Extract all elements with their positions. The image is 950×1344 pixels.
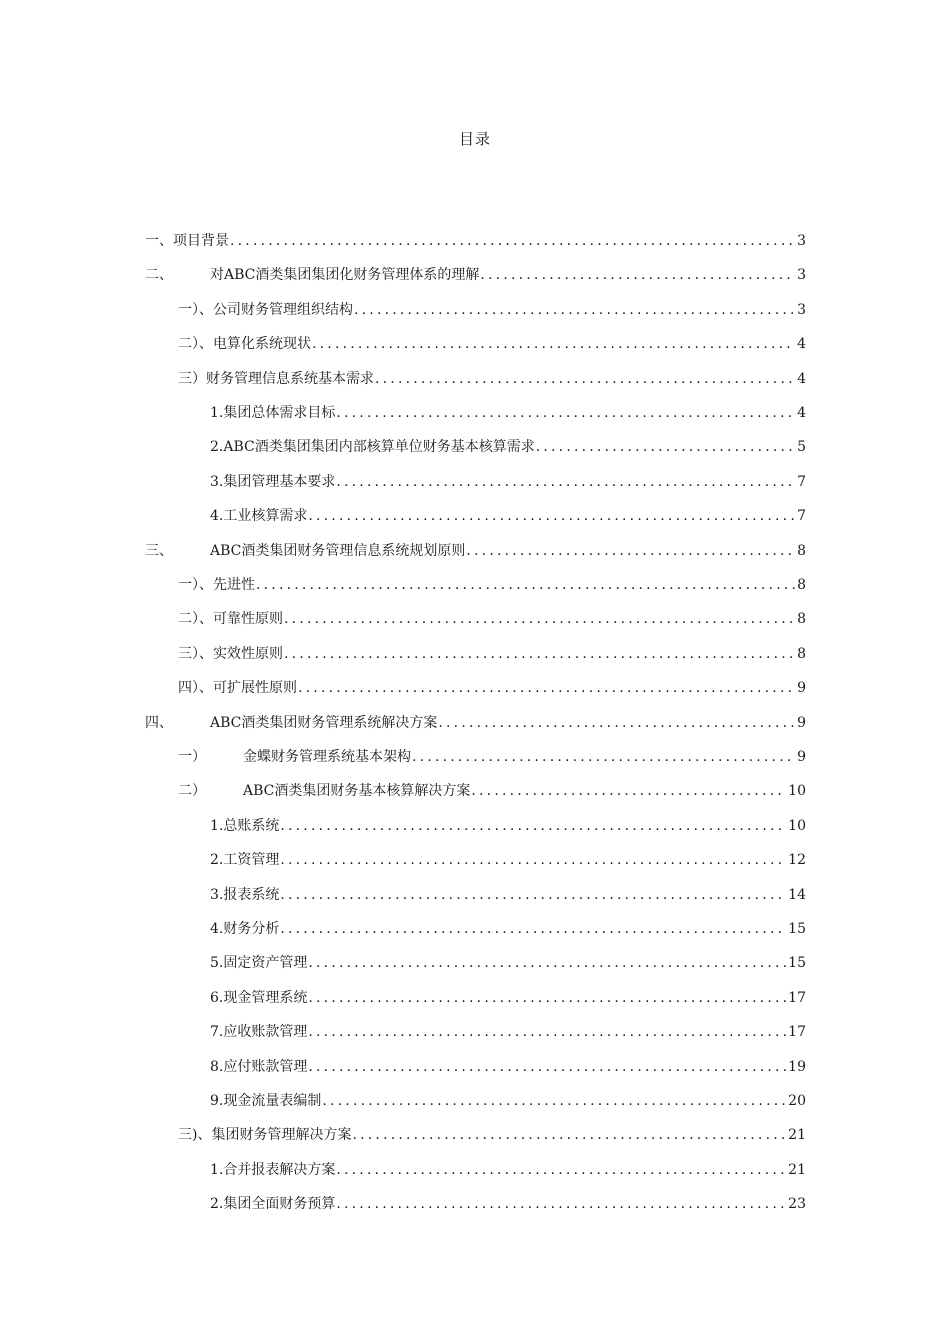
toc-leader-dots [280,918,786,940]
toc-entry-title: 集团总体需求目标 [223,405,336,421]
toc-leader-dots [375,368,795,390]
toc-entry-number: 三)、 [178,1127,212,1144]
toc-leader-dots [336,1159,786,1181]
toc-entry-page: 9 [797,749,806,765]
toc-entry[interactable] [210,849,806,871]
toc-entry-title: ABC酒类集团财务管理信息系统规划原则 [210,542,466,559]
toc-entry-number: 四）、 [178,680,213,697]
toc-entry[interactable] [210,436,806,458]
toc-leader-dots [280,884,786,906]
toc-entry[interactable] [145,712,806,734]
toc-entry-title: 电算化系统现状 [213,336,311,353]
toc-entry-number: 一、 [145,233,173,249]
toc-entry-number: 2. [210,439,224,456]
toc-entry-page: 7 [797,473,806,490]
toc-entry-page: 8 [797,645,806,662]
toc-entry-page: 9 [797,680,806,697]
toc-leader-dots [536,436,795,458]
toc-entry-title: 现金流量表编制 [223,1093,322,1109]
toc-entry-page: 8 [797,611,806,628]
toc-leader-dots [466,540,795,562]
toc-entry-title: 总账系统 [223,817,280,834]
toc-entry[interactable] [210,952,806,974]
toc-entry-number: 二、 [145,267,173,284]
toc-entry-title: 工资管理 [223,852,280,869]
toc-entry[interactable] [210,815,806,837]
toc-entry[interactable] [178,333,806,355]
toc-entry-title: ABC酒类集团财务基本核算解决方案 [243,783,471,800]
toc-leader-dots [280,849,786,871]
toc-entry-number: 9. [210,1093,224,1109]
toc-leader-dots [308,505,795,527]
toc-entry-title: 财务管理信息系统基本需求 [206,370,374,387]
toc-entry-title: 报表系统 [223,886,280,903]
toc-entry-page: 17 [788,1024,806,1041]
toc-entry[interactable] [145,540,806,562]
toc-entry-page: 20 [788,1093,806,1109]
toc-entry[interactable] [210,505,806,527]
toc-entry-title: 财务分析 [223,921,280,937]
toc-entry-title: 集团全面财务预算 [223,1196,336,1213]
toc-entry-page: 3 [797,267,806,284]
toc-entry-number: 三、 [145,542,173,559]
toc-entry-page: 8 [797,577,806,593]
toc-leader-dots [480,264,795,286]
toc-entry-title: 项目背景 [173,233,229,249]
toc-entry[interactable] [178,746,806,768]
toc-entry[interactable] [178,574,806,596]
toc-entry-title: 集团管理基本要求 [223,473,336,490]
toc-entry-title: 公司财务管理组织结构 [213,301,353,318]
toc-entry-page: 9 [797,714,806,731]
toc-entry[interactable] [210,987,806,1009]
toc-entry[interactable] [178,368,806,390]
toc-leader-dots [336,1193,786,1215]
toc-leader-dots [284,643,795,665]
toc-entry-page: 8 [797,542,806,559]
toc-entry-page: 17 [788,989,806,1006]
toc-entry-page: 10 [788,817,806,834]
toc-entry-number: 4. [210,508,224,525]
toc-entry-title: 应付账款管理 [223,1058,308,1075]
toc-entry-number: 二） [178,783,206,800]
toc-entry-page: 19 [788,1058,806,1075]
toc-entry[interactable] [145,264,806,286]
toc-entry-page: 3 [797,233,806,249]
toc-entry-title: 可靠性原则 [213,611,283,628]
toc-leader-dots [336,402,795,424]
toc-entry-title: 工业核算需求 [223,508,308,525]
toc-entry-number: 8. [210,1058,224,1075]
toc-entry-title: 现金管理系统 [223,989,308,1006]
toc-leader-dots [312,333,795,355]
toc-entry-page: 23 [788,1196,806,1213]
toc-leader-dots [256,574,795,596]
toc-entry-number: 四、 [145,714,173,731]
toc-entry-page: 4 [797,370,806,387]
toc-entry[interactable] [178,643,806,665]
toc-entry-title: ABC酒类集团集团内部核算单位财务基本核算需求 [223,439,535,456]
toc-entry-title: 金蝶财务管理系统基本架构 [243,749,411,765]
toc-entry-number: 1. [210,817,224,834]
toc-entry-number: 二）、 [178,336,213,353]
toc-leader-dots [308,1021,786,1043]
toc-entry-title: 先进性 [213,577,255,593]
toc-leader-dots [308,987,786,1009]
toc-entry-number: 7. [210,1024,224,1041]
toc-entry-page: 15 [788,955,806,972]
toc-leader-dots [308,952,786,974]
toc-entry-number: 6. [210,989,224,1006]
toc-entry-number: 二）、 [178,611,213,628]
toc-leader-dots [471,780,786,802]
toc-leader-dots [298,677,795,699]
toc-entry-title: 实效性原则 [213,645,283,662]
toc-entry-number: 4. [210,921,224,937]
toc-entry[interactable] [210,1193,806,1215]
toc-entry[interactable] [178,677,806,699]
toc-leader-dots [412,746,795,768]
toc-entry-number: 三） [178,370,206,387]
toc-entry-number: 5. [210,955,224,972]
toc-entry-page: 21 [788,1127,806,1144]
toc-entry-title: 可扩展性原则 [213,680,297,697]
toc-entry[interactable] [178,608,806,630]
toc-entry-page: 3 [797,301,806,318]
toc-entry-title: ABC酒类集团财务管理系统解决方案 [210,714,438,731]
toc-entry[interactable] [210,402,806,424]
toc-entry[interactable] [178,1124,806,1146]
toc-entry[interactable] [210,918,806,940]
toc-leader-dots [438,712,795,734]
toc-entry[interactable] [210,1159,806,1181]
toc-entry-number: 2. [210,1196,224,1213]
toc-entry-number: 三）、 [178,645,213,662]
toc-entry-page: 7 [797,508,806,525]
toc-entry-page: 15 [788,921,806,937]
toc-entry-number: 一） [178,749,206,765]
toc-entry-title: 对ABC酒类集团集团化财务管理体系的理解 [210,267,480,284]
page-title: 目录 [458,130,491,148]
toc-entry[interactable] [210,1090,806,1112]
toc-entry-page: 4 [797,405,806,421]
toc-entry-number: 1. [210,405,224,421]
toc-entry-title: 合并报表解决方案 [223,1161,336,1178]
toc-entry-page: 4 [797,336,806,353]
toc-entry-number: 3. [210,473,224,490]
toc-entry-page: 14 [788,886,806,903]
toc-leader-dots [280,815,786,837]
toc-entry-number: 一）、 [178,301,213,318]
toc-entry-title: 固定资产管理 [223,955,308,972]
toc-entry-page: 21 [788,1161,806,1178]
toc-entry-number: 3. [210,886,224,903]
toc-entry-number: 2. [210,852,224,869]
toc-entry[interactable] [145,230,806,252]
toc-entry-number: 一）、 [178,577,213,593]
toc-leader-dots [230,230,795,252]
toc-entry-title: 集团财务管理解决方案 [211,1127,352,1144]
toc-entry[interactable] [210,471,806,493]
toc-leader-dots [284,608,795,630]
toc-leader-dots [352,1124,786,1146]
toc-leader-dots [308,1056,786,1078]
toc-entry-page: 5 [797,439,806,456]
toc-leader-dots [336,471,795,493]
toc-entry[interactable] [210,884,806,906]
toc-entry[interactable] [178,780,806,802]
toc-entry[interactable] [178,299,806,321]
toc-entry[interactable] [210,1021,806,1043]
toc-entry-title: 应收账款管理 [223,1024,308,1041]
toc-entry-page: 10 [788,783,806,800]
toc-leader-dots [322,1090,786,1112]
toc-entry-page: 12 [788,852,806,869]
toc-entry-number: 1. [210,1161,224,1178]
toc-entry[interactable] [210,1056,806,1078]
toc-leader-dots [354,299,795,321]
